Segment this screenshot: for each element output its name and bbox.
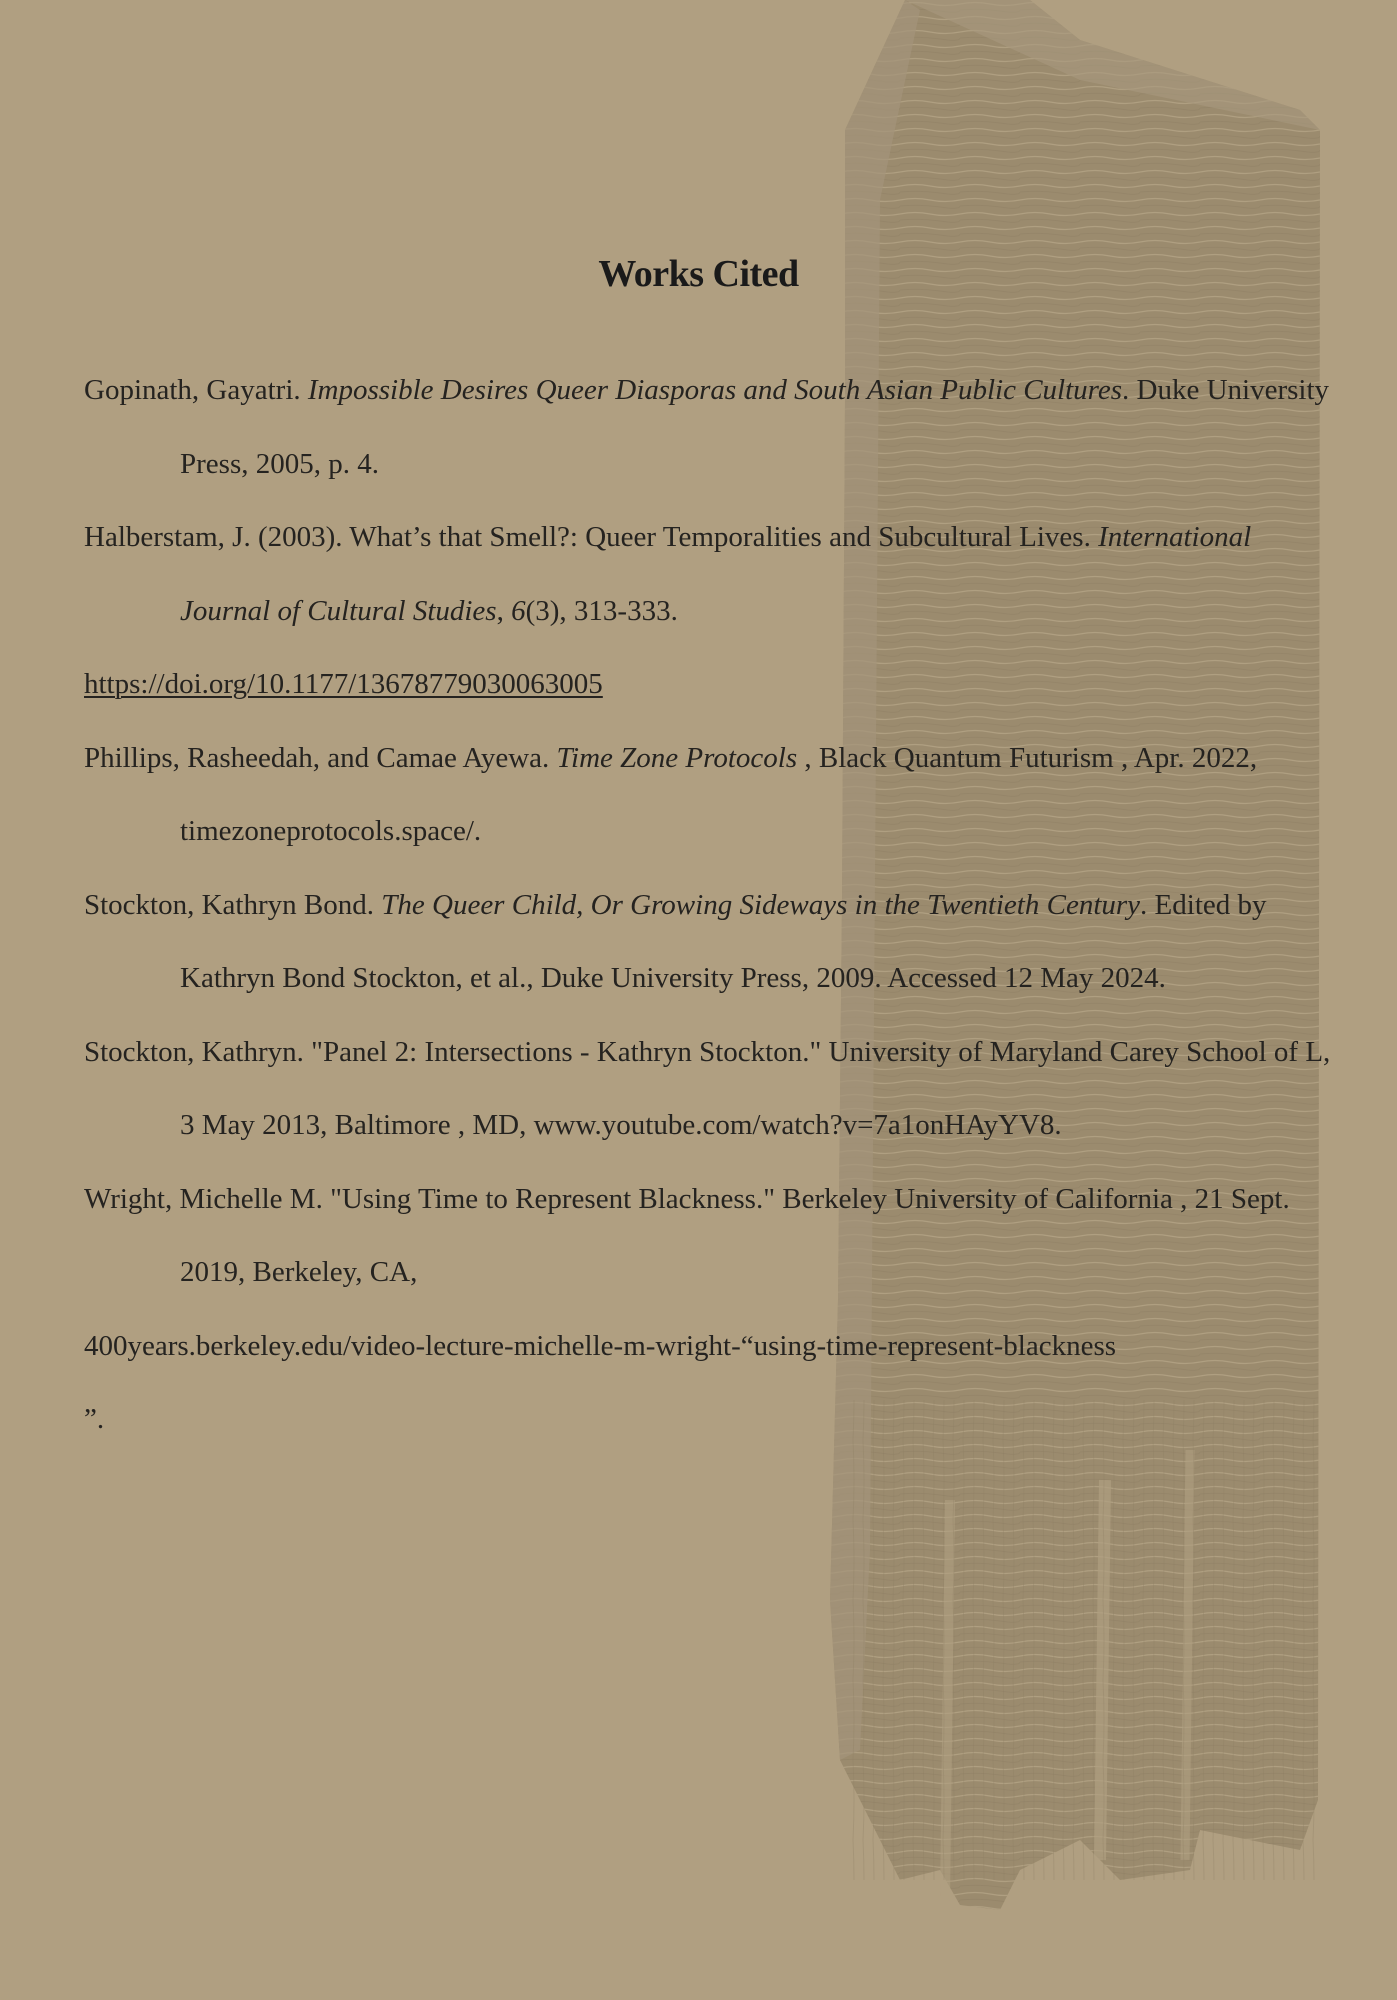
citation-volume: 6 bbox=[511, 594, 526, 627]
citation-title: Impossible Desires Queer Diasporas and South Asian Public Cultures bbox=[307, 374, 1123, 406]
citation-journal: International Journal of Cultural Studies bbox=[180, 521, 1252, 627]
citation-details: , Black Quantum Futurism , Apr. 2022, timezoneprotocols.space/. bbox=[180, 741, 1258, 847]
citation-stockton-panel bbox=[84, 1016, 1334, 1163]
citation-author: Gopinath, Gayatri. bbox=[84, 374, 308, 406]
citation-text: Stockton, Kathryn. "Panel 2: Intersections - Kathryn Stockton." University of Maryland Carey School of L, 3 May 2013, Baltimore , MD, www.youtube.com/watch?v=7a1onHAyYV8. bbox=[84, 1035, 1331, 1141]
citation-gopinath bbox=[84, 354, 1334, 501]
citation-phillips bbox=[84, 722, 1334, 869]
citation-stockton-book bbox=[84, 869, 1334, 1016]
doi-link[interactable]: https://doi.org/10.1177/13678779030063005 bbox=[84, 668, 603, 700]
page-title: Works Cited bbox=[598, 253, 799, 295]
citation-author: Phillips, Rasheedah, and Camae Ayewa. bbox=[84, 741, 557, 774]
citation-text: Wright, Michelle M. "Using Time to Represent Blackness." Berkeley University of California , 21 Sept. 2019, Berkeley, CA, bbox=[84, 1182, 1290, 1288]
citation-details: (3), 313-333. bbox=[525, 594, 678, 627]
citation-halberstam bbox=[84, 501, 1334, 722]
citation-author: Halberstam, J. (2003). What’s that Smell?: Queer Temporalities and Subcultural Lives. bbox=[84, 521, 1099, 553]
citation-list bbox=[84, 354, 1334, 1457]
citation-details: . Edited by Kathryn Bond Stockton, et al., Duke University Press, 2009. Accessed 12 May 2024. bbox=[180, 888, 1267, 994]
citation-title: Time Zone Protocols bbox=[556, 741, 798, 774]
citation-author: Stockton, Kathryn Bond. bbox=[84, 888, 382, 921]
citation-separator: , bbox=[496, 594, 512, 627]
citation-title: The Queer Child, Or Growing Sideways in the Twentieth Century bbox=[381, 888, 1141, 921]
citation-url-end: ”. bbox=[84, 1403, 105, 1435]
citation-wright bbox=[84, 1163, 1334, 1457]
citation-details: . Duke University Press, 2005, p. 4. bbox=[180, 374, 1330, 480]
citation-url: 400years.berkeley.edu/video-lecture-michelle-m-wright-“using-time-represent-blackness bbox=[84, 1329, 1117, 1362]
